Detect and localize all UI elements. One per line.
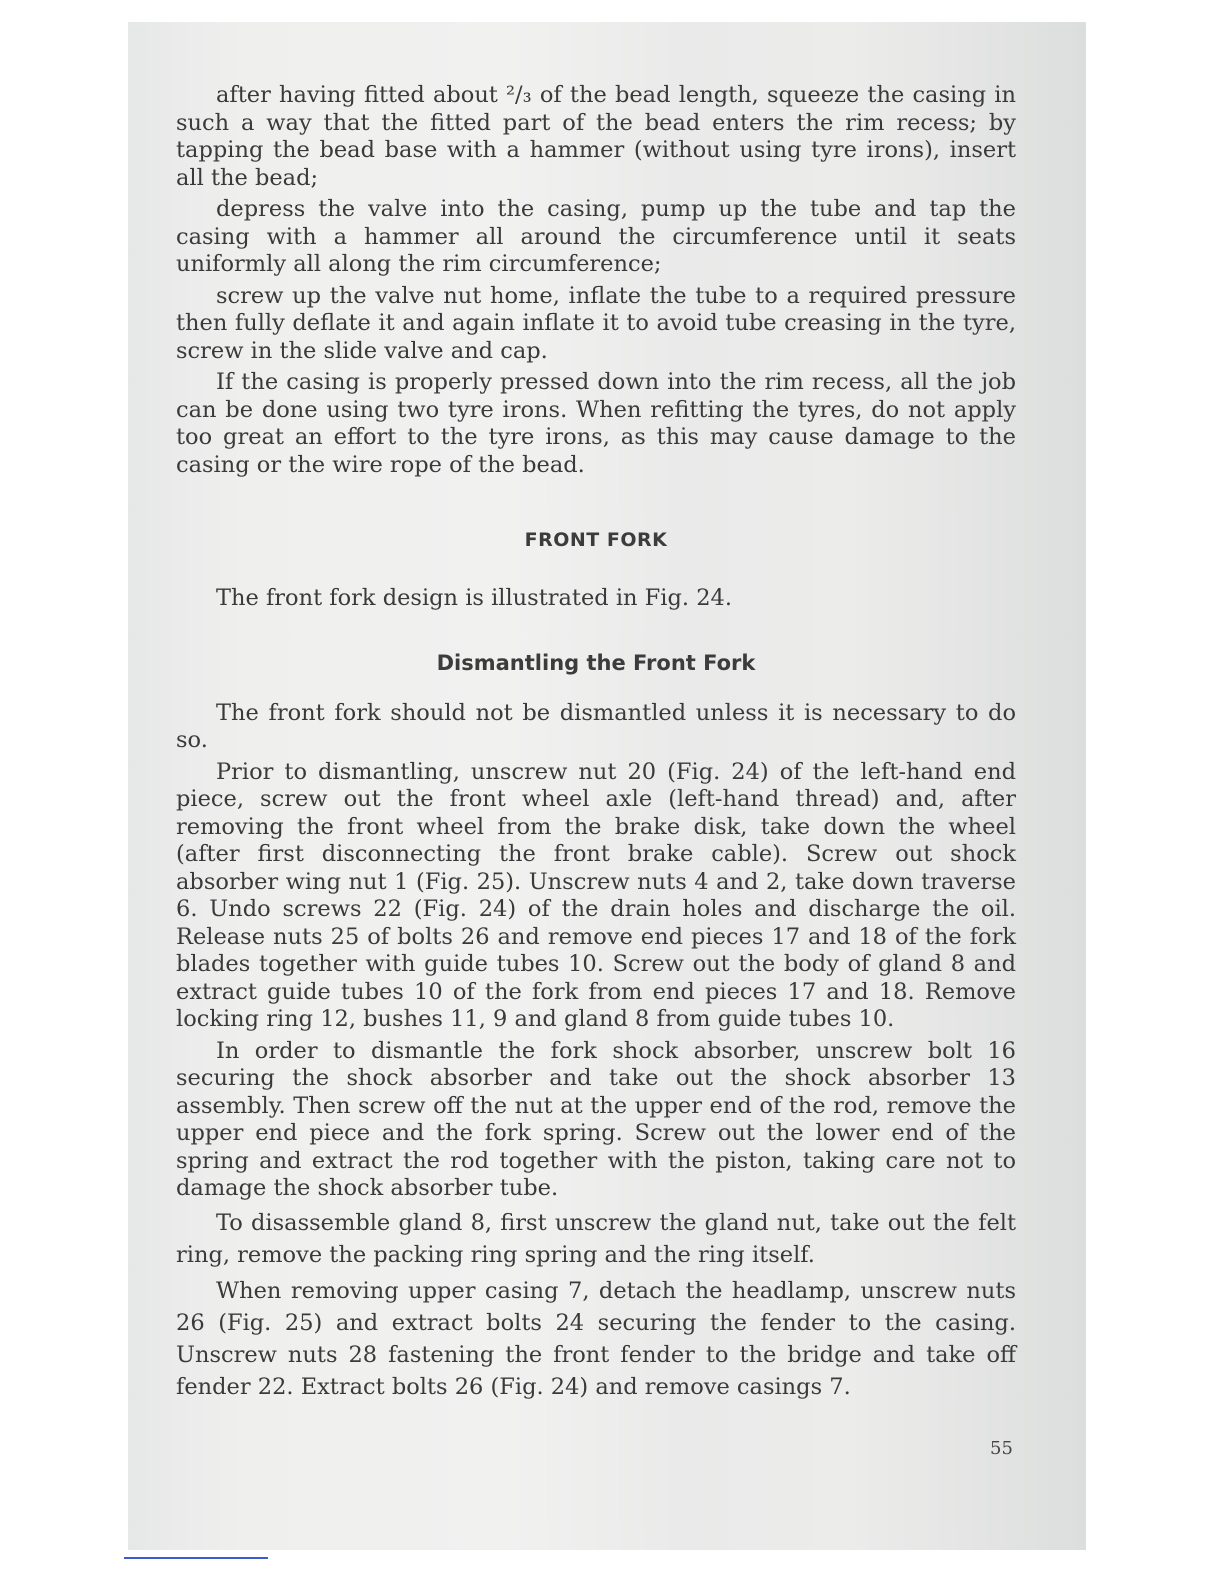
paragraph: To disassemble gland 8, first unscrew the gland nut, take out the felt ring, remove the packing ring spring and the ring itself. xyxy=(176,1209,1016,1268)
subsection-heading: Dismantling the Front Fork xyxy=(436,651,756,675)
paragraph: after having fitted about ²/₃ of the bead length, squeeze the casing in such a way that the fitted part of the bead enters the rim recess; by tapping the bead base with a hammer (without using tyre irons), insert all the bead; xyxy=(176,82,1016,191)
paragraph: In order to dismantle the fork shock absorber, unscrew bolt 16 securing the shock absorber and take out the shock absorber 13 assembly. Then screw off the nut at the upper end of the rod, remove the upper end piece and the fork spring. Screw out the lower end of the spring and extract the rod together with the piston, taking care not to damage the shock absorber tube. xyxy=(176,1037,1016,1201)
paragraph: If the casing is properly pressed down into the rim recess, all the job can be done using two tyre irons. When refitting the tyres, do not apply too great an effort to the tyre irons, as this may cause damage to the casing or the wire rope of the bead. xyxy=(176,369,1016,478)
paragraph: The front fork should not be dismantled unless it is necessary to do so. xyxy=(176,699,1016,753)
section-intro: The front fork design is illustrated in Fig. 24. xyxy=(216,584,732,611)
page-number: 55 xyxy=(990,1438,1013,1459)
footer-rule xyxy=(124,1557,268,1559)
paragraph: depress the valve into the casing, pump up the tube and tap the casing with a hammer all around the circumference until it seats uniformly all along the rim circumference; xyxy=(176,196,1016,277)
paragraph: Prior to dismantling, unscrew nut 20 (Fig. 24) of the left-hand end piece, screw out the front wheel axle (left-hand thread) and, after removing the front wheel from the brake disk, take down the wheel (after first disconnecting the front brake cable). Screw out shock absorber wing nut 1 (Fig. 25). Unscrew nuts 4 and 2, take down traverse 6. Undo screws 22 (Fig. 24) of the drain holes and discharge the oil. Release nuts 25 of bolts 26 and remove end pieces 17 and 18 of the fork blades together with guide tubes 10. Screw out the body of gland 8 and extract guide tubes 10 of the fork from end pieces 17 and 18. Remove locking ring 12, bushes 11, 9 and gland 8 from guide tubes 10. xyxy=(176,758,1016,1032)
paragraph: screw up the valve nut home, inflate the tube to a required pressure then fully deflate it and again inflate it to avoid tube creasing in the tyre, screw in the slide valve and cap. xyxy=(176,282,1016,364)
body-text xyxy=(176,82,1016,1407)
paragraph: When removing upper casing 7, detach the headlamp, unscrew nuts 26 (Fig. 25) and extract bolts 24 securing the fender to the casing. Unscrew nuts 28 fastening the front fender to the bridge and take off fender 22. Extract bolts 26 (Fig. 24) and remove casings 7. xyxy=(176,1277,1016,1400)
section-heading: FRONT FORK xyxy=(524,529,668,551)
